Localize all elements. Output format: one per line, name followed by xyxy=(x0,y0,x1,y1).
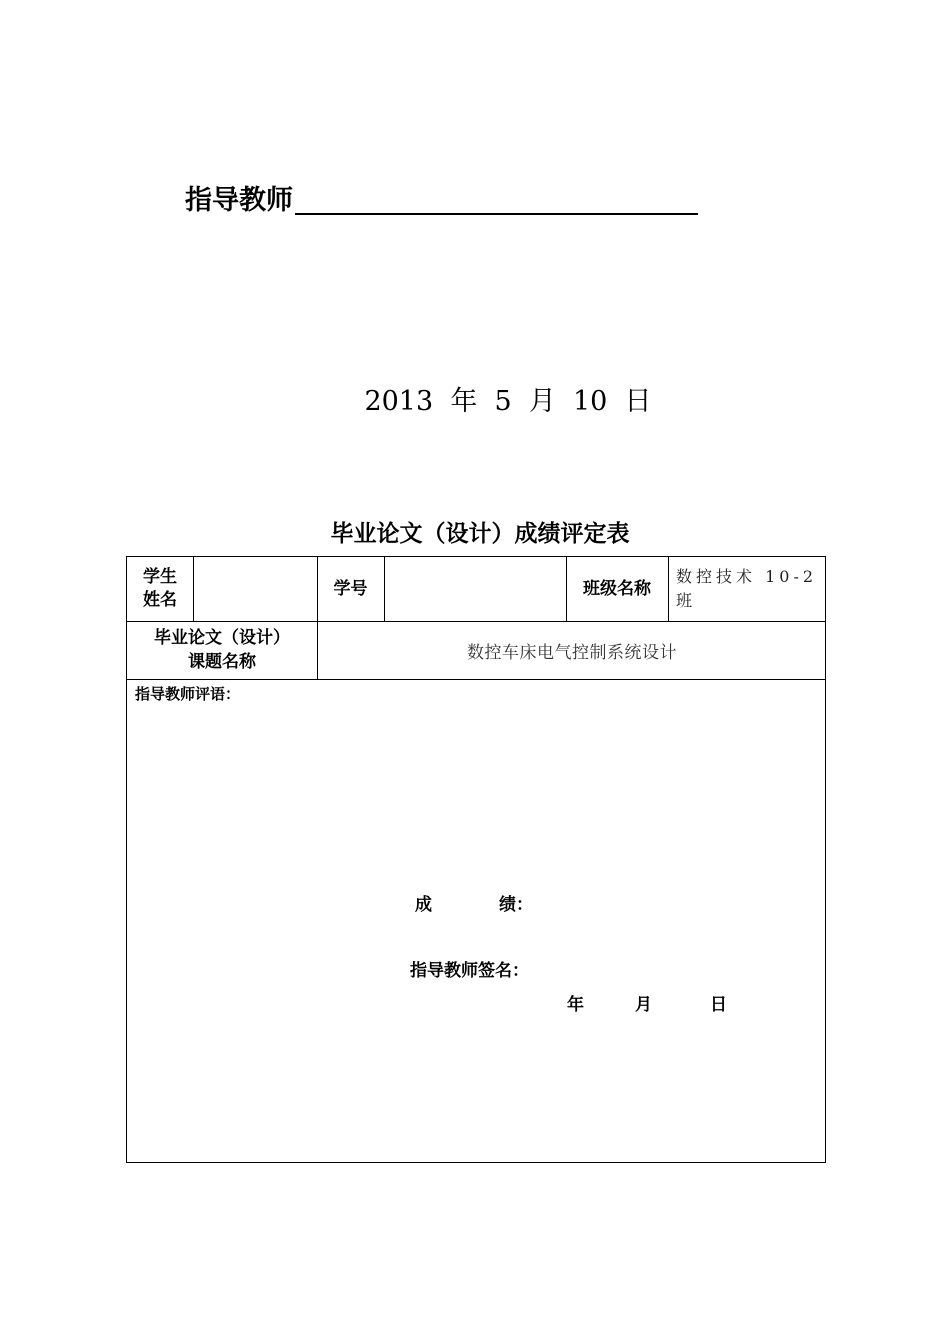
score-row xyxy=(415,893,533,917)
signature-date-row xyxy=(567,993,727,1017)
topic-label: 毕业论文（设计） 课题名称 xyxy=(154,628,290,672)
day-label: 日 xyxy=(710,995,727,1015)
month-label: 月 xyxy=(635,995,652,1015)
grade-assessment-table xyxy=(126,556,826,1163)
score-label-part1: 成 xyxy=(415,895,432,915)
report-date: 2013 年 5 月 10 日 xyxy=(364,386,652,417)
class-name-label: 班级名称 xyxy=(583,578,651,599)
student-name-label: 学生 姓名 xyxy=(143,567,177,610)
advisor-label: 指导教师 xyxy=(185,185,293,216)
student-name-value[interactable] xyxy=(193,557,317,621)
topic-value: 数控车床电气控制系统设计 xyxy=(467,642,677,663)
advisor-blank-underline xyxy=(295,213,698,215)
advisor-signature-line xyxy=(185,183,698,219)
advisor-signature-label: 指导教师签名： xyxy=(410,961,529,981)
col-divider-5 xyxy=(668,557,669,621)
row-divider-2 xyxy=(127,679,825,680)
class-name-value: 数控技术 10-2 班 xyxy=(676,567,818,610)
student-id-label: 学号 xyxy=(333,578,368,599)
score-label-part2: 绩： xyxy=(499,895,533,915)
form-title: 毕业论文（设计）成绩评定表 xyxy=(330,521,630,547)
advisor-comment-label: 指导教师评语： xyxy=(135,685,241,703)
student-id-value[interactable] xyxy=(384,557,566,621)
year-label: 年 xyxy=(567,995,584,1015)
